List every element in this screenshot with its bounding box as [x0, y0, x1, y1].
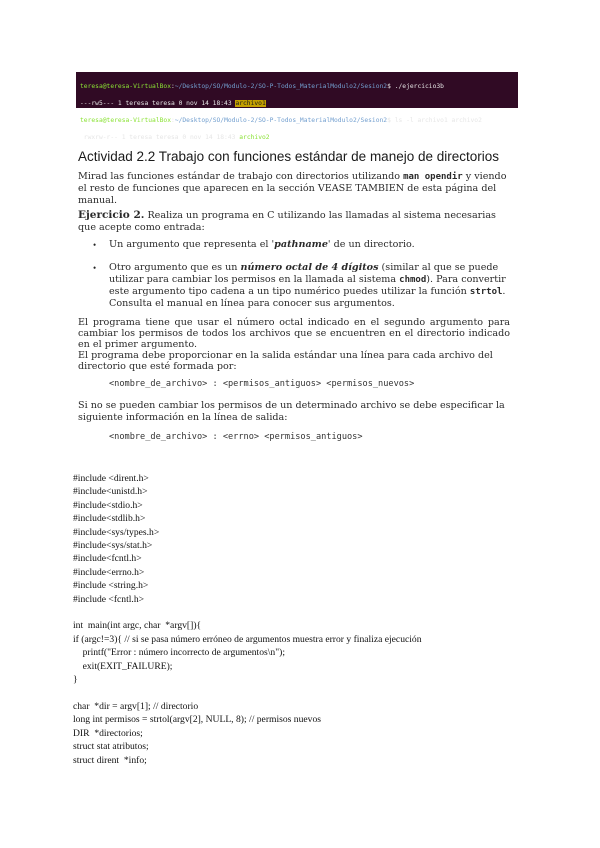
code-line: #include <dirent.h> — [73, 473, 149, 484]
code-line: int main(int argc, char *argv[]){ — [73, 620, 202, 632]
man-command: man opendir — [403, 172, 463, 182]
code-line: struct stat atributos; — [73, 741, 149, 753]
code-line: exit(EXIT_FAILURE); — [73, 660, 173, 672]
code-line: DIR *directorios; — [73, 727, 143, 739]
bullet-dot: • — [93, 240, 97, 250]
code-line — [73, 687, 422, 700]
code-line: struct dirent *info; — [73, 754, 147, 766]
code-line: #include<unistd.h> — [73, 486, 148, 498]
paragraph-error: Si no se pueden cambiar los permisos de un determinado archivo se debe especificar la siguiente información en la línea de salida: — [78, 400, 505, 423]
code-line: long int permisos = strtol(argv[2], NULL, 8); // permisos nuevos — [73, 714, 321, 726]
section-heading: Actividad 2.2 Trabajo con funciones estándar de manejo de directorios — [78, 149, 500, 164]
bullet-item-2: Otro argumento que es un número octal de 4 dígitos (similar al que se puede utilizar para cambiar los permisos en la llamada al sistema chmod). Para convertir este argumento tipo cadena a un tipo numérico puedes utilizar la función strtol. Consulta el manual en línea para conocer sus argumentos. — [109, 262, 506, 309]
code-line: #include<stdlib.h> — [73, 513, 146, 525]
code-line: #include <fcntl.h> — [73, 593, 145, 605]
code-line: } — [73, 674, 78, 686]
code-line: printf("Error : número incorrecto de argumentos\n"); — [73, 647, 285, 659]
output-format-2: <nombre_de_archivo> : <errno> <permisos_antiguos> — [109, 432, 363, 442]
code-line: #include<errno.h> — [73, 566, 145, 578]
paragraph-output: El programa debe proporcionar en la salida estándar una línea para cada archivo del directorio que esté formada por: — [78, 350, 493, 372]
code-line: #include<sys/stat.h> — [73, 540, 153, 552]
terminal-line-4: rwxrw-r-- 1 teresa teresa 0 nov 14 18:43 archivo2 — [80, 134, 270, 142]
terminal-line-3: teresa@teresa-VirtualBox:~/Desktop/SO/Modulo-2/SO-P-Todos_MaterialModulo2/Sesion2$ ls -l archivo1 archivo2 — [80, 116, 482, 124]
terminal-line-2: ---rw5--- 1 teresa teresa 0 nov 14 18:43 archivo1 — [80, 99, 266, 107]
code-line — [73, 606, 422, 619]
terminal-line-1: teresa@teresa-VirtualBox:~/Desktop/SO/Modulo-2/SO-P-Todos_MaterialModulo2/Sesion2$ ./ejercicio3b — [80, 82, 444, 90]
code-line: char *dir = argv[1]; // directorio — [73, 700, 199, 712]
terminal-screenshot — [76, 72, 518, 142]
intro-paragraph: Mirad las funciones estándar de trabajo con directorios utilizando man opendir y viendo el resto de funciones que aparecen en la sección VEASE TAMBIEN de esta página del manual. — [78, 171, 507, 206]
code-line: #include <string.h> — [73, 580, 149, 592]
code-line: #include<stdio.h> — [73, 499, 143, 511]
output-format-1: <nombre_de_archivo> : <permisos_antiguos> <permisos_nuevos> — [109, 379, 415, 389]
paragraph-octal: El programa tiene que usar el número octal indicado en el segundo argumento para cambiar los permisos de todos los archivos que se encuentren en el directorio indicado en el primer argumento. — [78, 317, 510, 350]
bullet-dot: • — [93, 263, 97, 273]
code-line: #include<fcntl.h> — [73, 553, 142, 565]
code-line: if (argc!=3){ // si se pasa número erróneo de argumentos muestra error y finaliza ejecución — [73, 633, 422, 645]
code-line: #include<sys/types.h> — [73, 526, 160, 538]
exercise-intro: Ejercicio 2. Realiza un programa en C utilizando las llamadas al sistema necesarias que acepte como entrada: — [78, 209, 496, 233]
bullet-item-1: Un argumento que representa el 'pathname' de un directorio. — [109, 239, 415, 250]
code-listing — [73, 472, 422, 767]
